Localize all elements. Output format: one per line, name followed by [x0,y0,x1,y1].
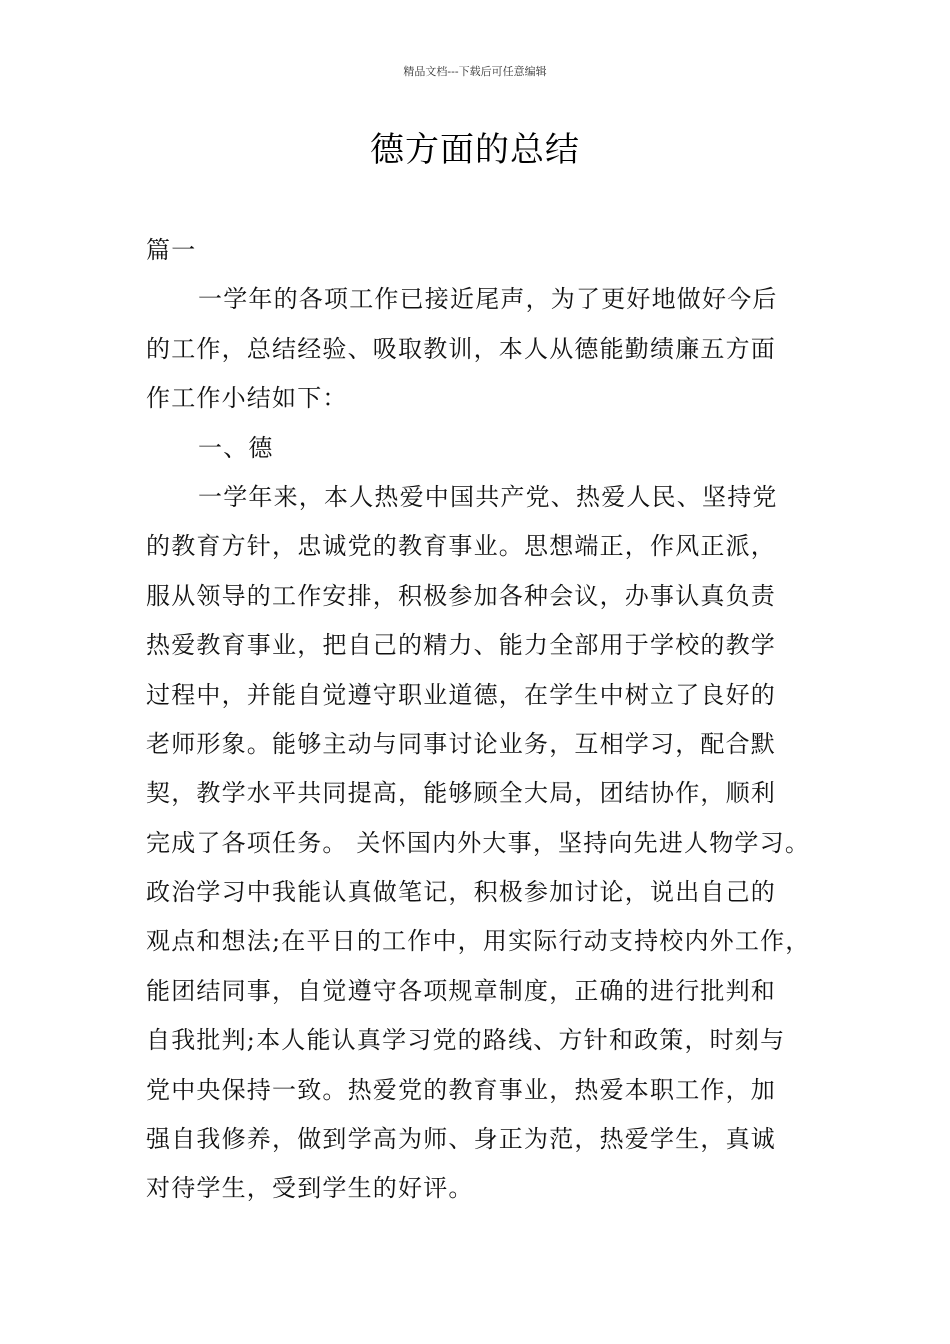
paragraph-line: 一学年的各项工作已接近尾声，为了更好地做好今后 [198,285,778,314]
document-body [146,226,822,1214]
paragraph-line: 强自我修养，做到学高为师、身正为范，热爱学生，真诚 [146,1125,776,1154]
paragraph-line: 观点和想法;在平日的工作中，用实际行动支持校内外工作， [146,927,811,956]
paragraph-line: 政治学习中我能认真做笔记，积极参加讨论，说出自己的 [146,878,776,907]
paragraph-line: 完成了各项任务。 关怀国内外大事，坚持向先进人物学习。 [146,828,811,857]
paragraph-line: 对待学生，受到学生的好评。 [146,1174,474,1203]
paragraph-line: 作工作小结如下： [146,384,348,413]
header-note: 精品文档---下载后可任意编辑 [403,65,547,78]
section-heading: 篇一 [146,236,197,264]
paragraph-line: 一学年来，本人热爱中国共产党、热爱人民、坚持党 [198,482,778,511]
paragraph-line: 的教育方针，忠诚党的教育事业。思想端正，作风正派， [146,532,776,561]
paragraph-line: 过程中，并能自觉遵守职业道德，在学生中树立了良好的 [146,680,776,709]
paragraph-line: 老师形象。能够主动与同事讨论业务，互相学习，配合默 [146,729,776,758]
paragraph-line: 的工作，总结经验、吸取教训，本人从德能勤绩廉五方面 [146,334,776,363]
subsection-heading: 一、德 [198,433,274,462]
paragraph-line: 能团结同事，自觉遵守各项规章制度，正确的进行批判和 [146,976,776,1005]
paragraph-line: 自我批判;本人能认真学习党的路线、方针和政策，时刻与 [146,1026,786,1055]
document-title: 德方面的总结 [370,130,580,170]
paragraph-line: 热爱教育事业，把自己的精力、能力全部用于学校的教学 [146,631,776,660]
paragraph-line: 契，教学水平共同提高，能够顾全大局，团结协作，顺利 [146,779,776,808]
paragraph-line: 党中央保持一致。热爱党的教育事业，热爱本职工作，加 [146,1075,776,1104]
paragraph-line: 服从领导的工作安排，积极参加各种会议，办事认真负责 [146,581,776,610]
